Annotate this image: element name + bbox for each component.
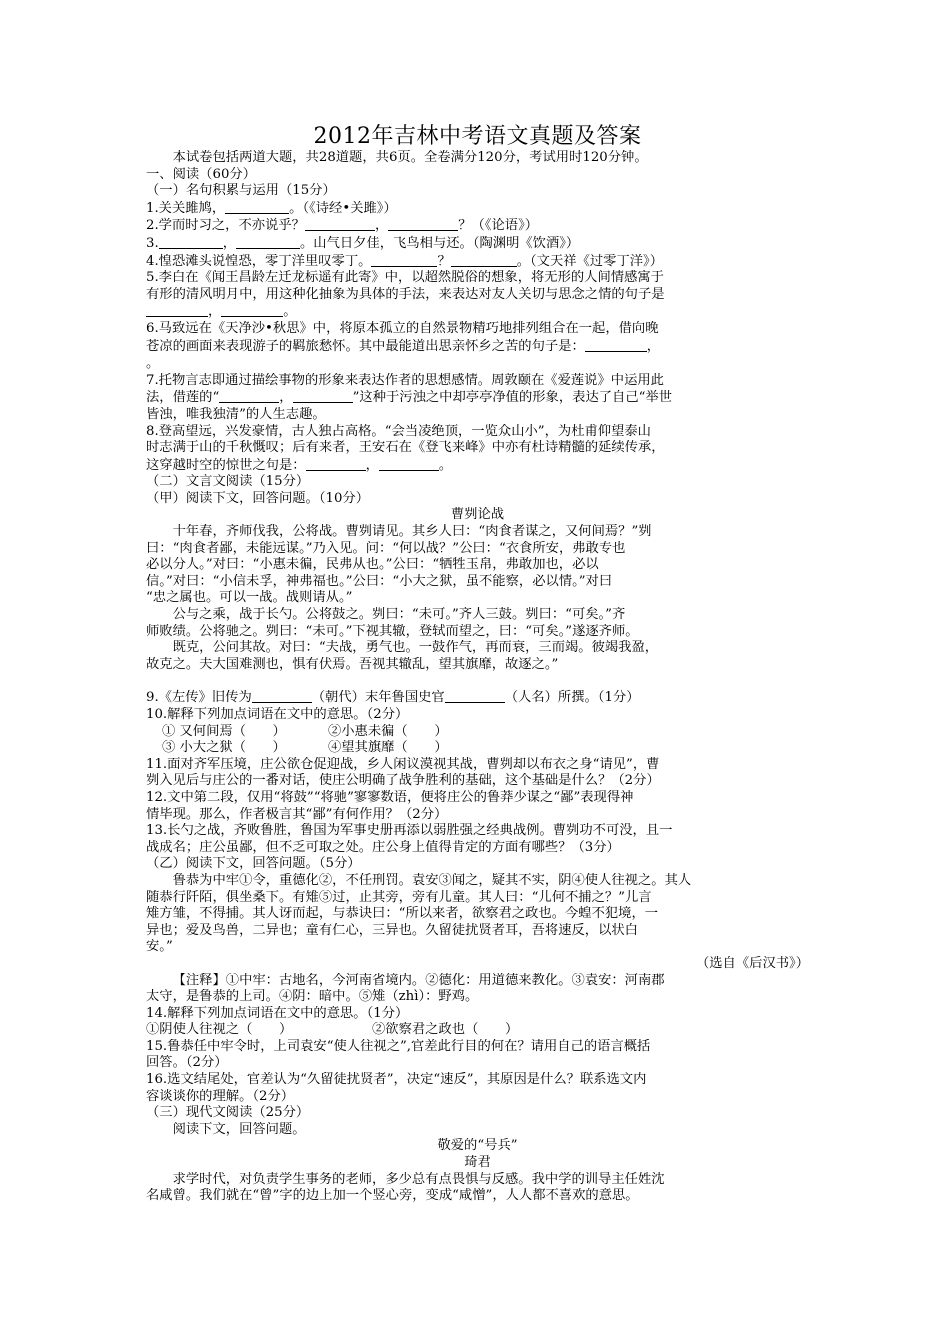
answer-blank[interactable] <box>388 217 458 231</box>
question-1: 1.关关雎鸠， 。（《诗经•关雎》） <box>146 200 397 216</box>
answer-blank[interactable] <box>146 303 208 317</box>
article-1-text: 十年春，齐师伐我，公将战。曹刿请见。其乡人曰：“肉食者谋之，又何间焉？”刿 曰：“肉食者鄙，未能远谋。”乃入见。问：“何以战？”公曰：“衣食所安，弗敢专也 必以分人。”对曰：“小惠未徧，民弗从也。”公曰：“牺牲玉帛，弗敢加也，必以 信。”对曰：“小信未孚，神弗福也。”公曰：“小大之狱，虽不能察，必以情。”对曰 “忠之属也。可以一战。战则请从。” 公与之乘，战于长勺。公将鼓之。刿曰：“未可。”齐人三鼓。刿曰：“可矣。”齐 师败绩。公将驰之。刿曰：“未可。”下视其辙，登轼而望之，曰：“可矣。”遂逐齐师。 既克，公问其故。对曰：“夫战，勇气也。一鼓作气，再而衰，三而竭。彼竭我盈， 故克之。夫大国难测也，惧有伏焉。吾视其辙乱，望其旗靡，故逐之。” <box>146 524 659 672</box>
exam-intro: 本试卷包括两道大题，共28道题，共6页。全卷满分120分，考试用时120分钟。 <box>172 150 648 165</box>
question-16: 16.选文结尾处，官差认为“久留徒扰贤者”，决定“速反”，其原因是什么？联系选文内 容谈谈你的理解。（2分） <box>146 1072 647 1104</box>
part-3-intro: 阅读下文，回答问题。 <box>172 1121 306 1137</box>
answer-blank[interactable] <box>225 200 289 214</box>
answer-blank[interactable] <box>293 389 353 403</box>
question-13: 13.长勺之战，齐败鲁胜，鲁国为军事史册再添以弱胜强之经典战例。曹刿功不可没，且一 战成名；庄公虽鄙，但不乏可取之处。庄公身上值得肯定的方面有哪些？（3分） <box>146 823 673 855</box>
question-10-items-row1: ① 又何间焉（ ） ②小惠未徧（ ） <box>161 723 448 739</box>
part-heading-3: （三）现代文阅读（25分） <box>146 1105 310 1121</box>
answer-blank[interactable] <box>252 689 312 703</box>
question-11: 11.面对齐军压境，庄公欲仓促迎战，乡人闲议漠视其战，曹刿却以布衣之身“请见”，曹 刿入见后与庄公的一番对话，使庄公明确了战争胜利的基础，这个基础是什么？（2分） <box>146 756 660 789</box>
page-title: 2012年吉林中考语文真题及答案 <box>313 124 642 149</box>
question-2: 2.学而时习之，不亦说乎？ ， ？（《论语》） <box>146 218 539 234</box>
article-3-title: 敬爱的“号兵” <box>437 1138 518 1154</box>
question-4: 4.惶恐滩头说惶恐，零丁洋里叹零丁。 ？ 。（文天祥《过零丁洋》） <box>146 253 663 269</box>
question-6: 6.马致远在《天净沙•秋思》中，将原本孤立的自然景物精巧地排列组合在一起，借向晚 苍凉的画面来表现游子的羁旅愁怀。其中最能道出思亲怀乡之苦的句子是： ， 。 <box>146 320 661 372</box>
answer-blank[interactable] <box>379 457 439 471</box>
part-heading-2: （二）文言文阅读（15分） <box>146 474 310 490</box>
part-heading-1: （一）名句积累与运用（15分） <box>146 183 336 199</box>
part-heading-2b: （乙）阅读下文，回答问题。（5分） <box>146 856 361 872</box>
answer-blank[interactable] <box>585 338 647 352</box>
article-3-text: 求学时代，对负责学生事务的老师，多少总有点畏惧与反感。我中学的训导主任姓沈 名咸曾。我们就在“曾”字的边上加一个竖心旁，变成“咸憎”，人人都不喜欢的意思。 <box>146 1171 665 1204</box>
document-body <box>146 124 809 1205</box>
article-1-title: 曹刿论战 <box>450 507 505 523</box>
answer-blank[interactable] <box>306 457 366 471</box>
question-10-items-row2: ③ 小大之狱（ ） ④望其旗靡（ ） <box>161 740 448 756</box>
answer-blank[interactable] <box>371 253 437 267</box>
answer-blank[interactable] <box>305 217 375 231</box>
question-7: 7.托物言志即通过描绘事物的形象来表达作者的思想感情。周敦颐在《爱莲说》中运用此 法，借莲的“ ， ”这种于污浊之中却亭亭净值的形象，表达了自己“举世 皆浊，唯我独清”的人生志趣。 <box>146 372 673 422</box>
question-14-items: ①阴使人往视之（ ） ②欲察君之政也（ ） <box>146 1022 519 1038</box>
question-10: 10.解释下列加点词语在文中的意思。（2分） <box>146 707 409 722</box>
article-2-text: 鲁恭为中牢①令，重德化②，不任刑罚。袁安③闻之，疑其不实，阴④使人往视之。其人 随恭行阡陌，俱坐桑下。有雉⑤过，止其旁，旁有儿童。其人曰：“儿何不捕之？”儿言 雉方雏，不得捕。其人讶而起，与恭诀曰：“所以来者，欲察君之政也。今蝗不犯境，一 异也；爱及鸟兽，二异也；童有仁心，三异也。久留徒扰贤者耳，吾将速反，以状白 安。” <box>146 872 692 955</box>
answer-blank[interactable] <box>236 235 300 249</box>
section-heading-reading: 一、阅读（60分） <box>146 166 256 182</box>
answer-blank[interactable] <box>159 235 223 249</box>
answer-blank[interactable] <box>445 689 505 703</box>
question-3: 3. ， 。山气日夕佳，飞鸟相与还。（陶渊明《饮酒》） <box>146 235 580 251</box>
answer-blank[interactable] <box>221 303 283 317</box>
article-3-author: 琦君 <box>464 1155 491 1171</box>
question-9: 9.《左传》旧传为 （朝代）末年鲁国史官 （人名）所撰。（1分） <box>146 690 640 706</box>
question-15: 15.鲁恭任中牢令时，上司袁安“使人往视之”,官差此行目的何在？请用自己的语言概括 回答。（2分） <box>146 1038 651 1071</box>
article-2-notes: 【注释】①中牢：古地名，今河南省境内。②德化：用道德来教化。③袁安：河南郡 太守，是鲁恭的上司。④阴：暗中。⑤雉（zhì）：野鸡。 <box>146 972 665 1005</box>
answer-blank[interactable] <box>451 253 517 267</box>
question-5: 5.李白在《闻王昌龄左迁龙标遥有此寄》中，以超然脱俗的想象，将无形的人间情感寓于 有形的清风明月中，用这种化抽象为具体的手法，来表达对友人关切与思念之情的句子是 ， 。 <box>146 270 665 320</box>
question-14: 14.解释下列加点词语在文中的意思。（1分） <box>146 1005 409 1021</box>
question-12: 12.文中第二段，仅用“将鼓”“将驰”寥寥数语，便将庄公的鲁莽少谋之“鄙”表现得神 情毕现。那么，作者极言其“鄙”有何作用？（2分） <box>146 789 634 822</box>
part-heading-2a: （甲）阅读下文，回答问题。（10分） <box>146 490 370 506</box>
question-8: 8.登高望远，兴发豪情，古人独占高格。“会当凌绝顶，一览众山小”，为杜甫仰望泰山 时志满于山的千秋慨叹；后有来者，王安石在《登飞来峰》中亦有杜诗精髓的延续传承， 这穿越时空的惊世之句是： ， 。 <box>146 423 665 473</box>
article-2-source: （选自《后汉书》） <box>695 955 809 971</box>
answer-blank[interactable] <box>219 389 279 403</box>
